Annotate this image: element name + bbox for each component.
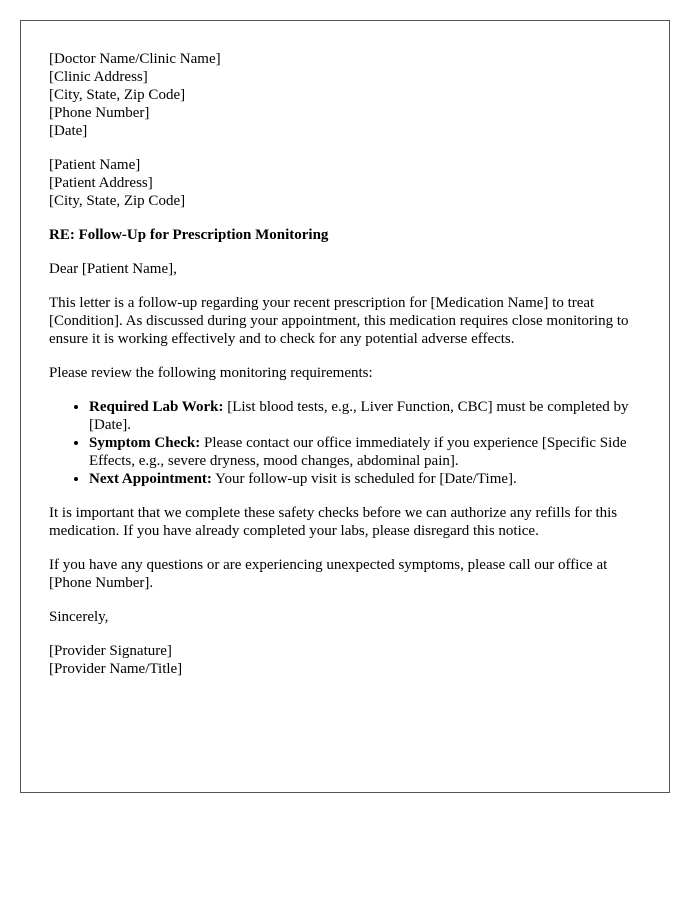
recipient-block (49, 156, 649, 210)
recipient-name: [Patient Name] (49, 157, 141, 173)
sender-phone: [Phone Number] (49, 105, 150, 121)
list-item (89, 470, 649, 488)
signature-block (49, 642, 649, 678)
provider-signature: [Provider Signature] (49, 643, 172, 659)
closing: Sincerely, (49, 609, 109, 625)
subject-line: RE: Follow-Up for Prescription Monitoring (49, 227, 329, 243)
importance-paragraph: It is important that we complete these safety checks before we can authorize any refills for this medication. If you have already completed your labs, please disregard this notice. (49, 505, 618, 539)
requirement-label: Symptom Check: (89, 435, 201, 451)
salutation: Dear [Patient Name], (49, 261, 177, 277)
review-lead: Please review the following monitoring requirements: (49, 365, 373, 381)
list-item (89, 434, 649, 470)
intro-paragraph: This letter is a follow-up regarding your recent prescription for [Medication Name] to treat [Condition]. As discussed during your appointment, this medication requires close monitoring to ensure it is working effectively and to check for any potential adverse effects. (49, 295, 629, 347)
sender-name: [Doctor Name/Clinic Name] (49, 51, 221, 67)
questions-paragraph: If you have any questions or are experiencing unexpected symptoms, please call our office at [Phone Number]. (49, 557, 608, 591)
recipient-city: [City, State, Zip Code] (49, 193, 186, 209)
provider-name-title: [Provider Name/Title] (49, 661, 183, 677)
sender-block (49, 50, 649, 140)
requirement-text: Please contact our office immediately if you experience [Specific Side Effects, e.g., severe dryness, mood changes, abdominal pain]. (89, 435, 627, 469)
requirement-text: Your follow-up visit is scheduled for [Date/Time]. (211, 471, 517, 487)
requirement-text: [List blood tests, e.g., Liver Function, CBC] must be completed by [Date]. (89, 399, 629, 433)
letter-date: [Date] (49, 123, 88, 139)
recipient-address: [Patient Address] (49, 175, 153, 191)
sender-city: [City, State, Zip Code] (49, 87, 186, 103)
requirements-list (49, 398, 649, 488)
requirement-label: Required Lab Work: (89, 399, 224, 415)
list-item (89, 398, 649, 434)
requirement-label: Next Appointment: (89, 471, 212, 487)
letter-page (20, 20, 670, 793)
sender-address: [Clinic Address] (49, 69, 148, 85)
